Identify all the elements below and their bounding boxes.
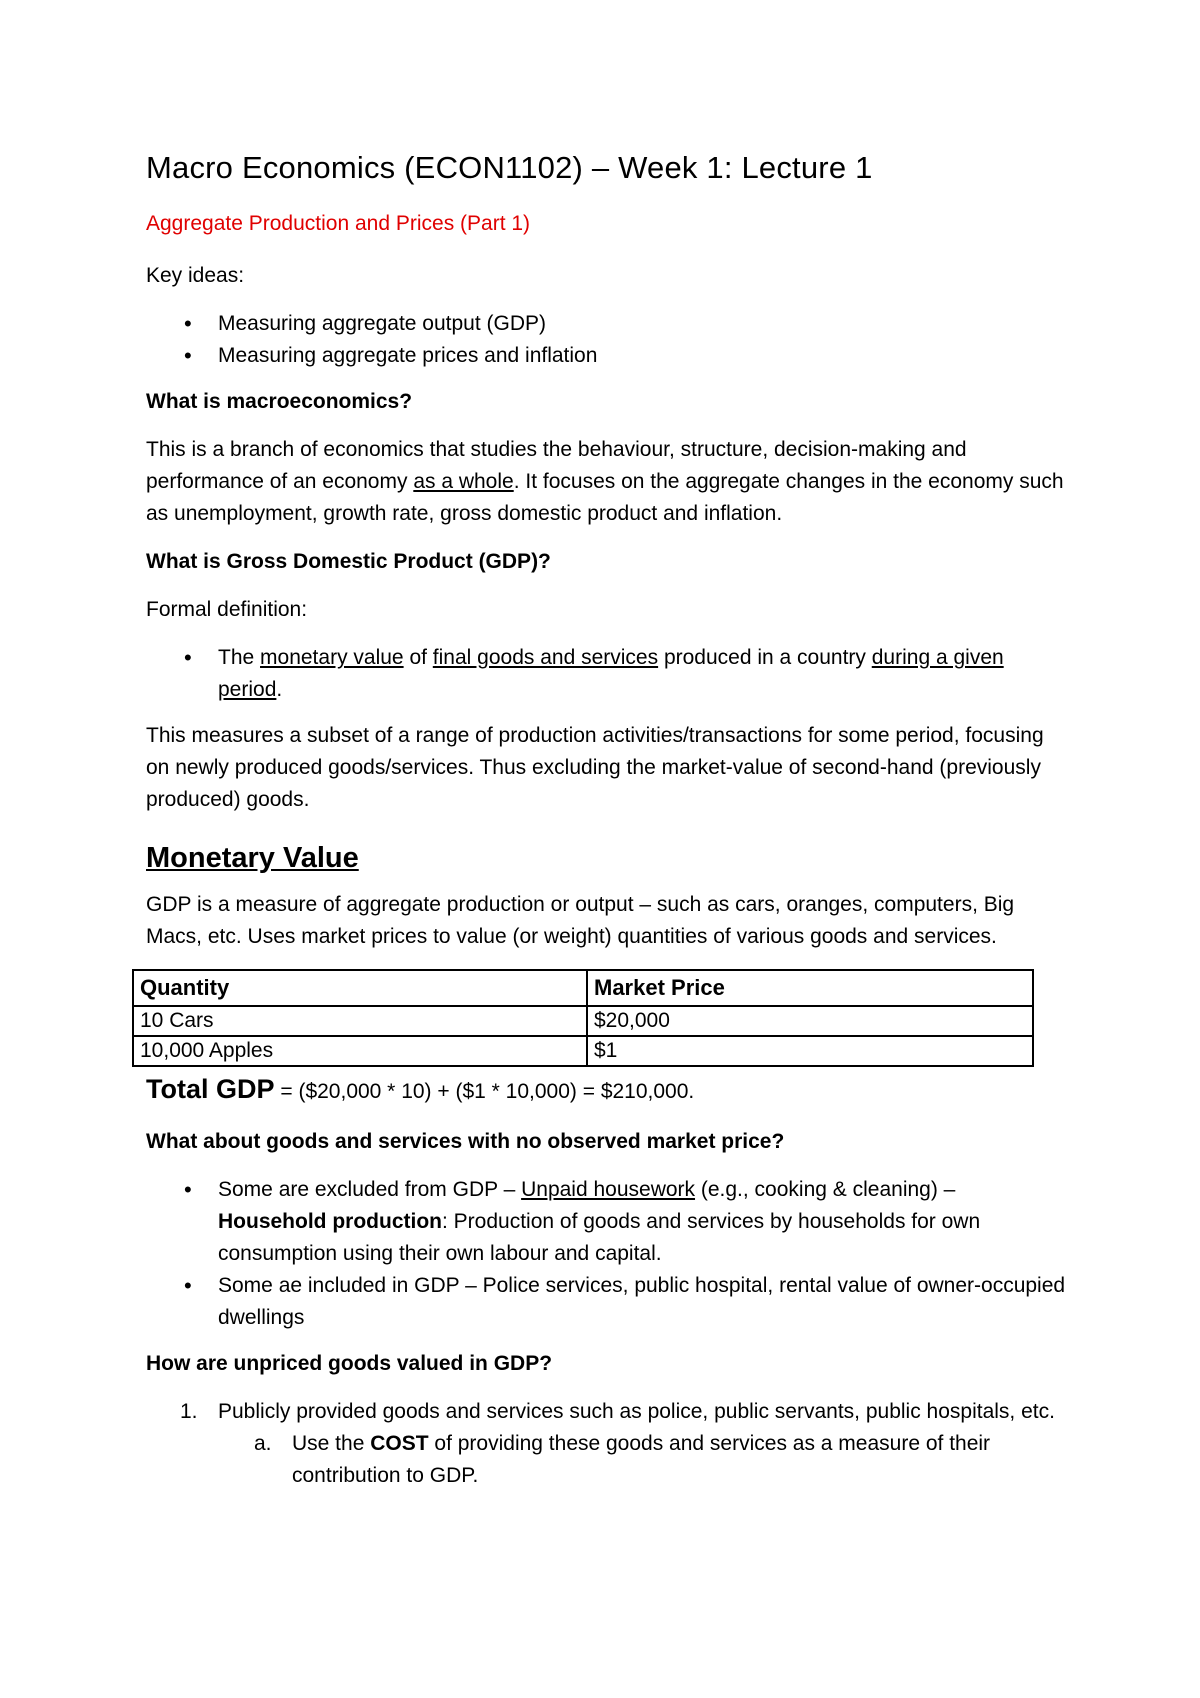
subtitle: Aggregate Production and Prices (Part 1) xyxy=(146,212,531,235)
total-gdp-label: Total GDP xyxy=(146,1074,275,1104)
page-title: Macro Economics (ECON1102) – Week 1: Lecture 1 xyxy=(146,150,873,185)
list-item: 1. Publicly provided goods and services such as police, public servants, public hospitals, etc. a. Use the COST of providing these goods and services as a measure of their contribution to GDP. xyxy=(146,1396,1066,1492)
total-gdp-formula: = ($20,000 * 10) + ($1 * 10,000) = $210,000. xyxy=(274,1080,695,1103)
table-cell: 10,000 Apples xyxy=(133,1036,587,1066)
sub-list xyxy=(218,1428,1066,1492)
gdp-heading: What is Gross Domestic Product (GDP)? xyxy=(146,550,551,573)
monetary-value-heading: Monetary Value xyxy=(146,842,359,874)
table-header-row xyxy=(133,970,1033,1006)
key-ideas-label: Key ideas: xyxy=(146,264,245,287)
total-gdp-line xyxy=(146,1069,1066,1112)
list-letter: a. xyxy=(254,1432,272,1455)
table-row xyxy=(133,1006,1033,1036)
list-item: • Measuring aggregate output (GDP) xyxy=(146,308,1066,340)
formal-definition-label: Formal definition: xyxy=(146,598,308,621)
macro-heading: What is macroeconomics? xyxy=(146,390,413,413)
unpriced-heading: How are unpriced goods valued in GDP? xyxy=(146,1352,553,1375)
subset-paragraph: This measures a subset of a range of production activities/transactions for some period, focusing on newly produced goods/services. Thus excluding the market-value of second-hand (previously produced) goods. xyxy=(146,724,1044,811)
no-price-list xyxy=(146,1174,1066,1334)
macro-paragraph: This is a branch of economics that studies the behaviour, structure, decision-making and performance of an economy as a whole. It focuses on the aggregate changes in the economy such as unemployment, growth rate, gross domestic product and inflation. xyxy=(146,438,1064,525)
no-price-heading: What about goods and services with no observed market price? xyxy=(146,1130,785,1153)
table-cell: $1 xyxy=(587,1036,1033,1066)
definition-list xyxy=(146,642,1066,706)
list-item: a. Use the COST of providing these goods and services as a measure of their contribution to GDP. xyxy=(218,1428,1066,1492)
list-item: • Some ae included in GDP – Police services, public hospital, rental value of owner-occupied dwellings xyxy=(146,1270,1066,1334)
document-page xyxy=(140,150,1066,1492)
numbered-list xyxy=(146,1396,1066,1492)
list-item: • Measuring aggregate prices and inflation xyxy=(146,340,1066,372)
list-item: • Some are excluded from GDP – Unpaid housework (e.g., cooking & cleaning) – Household production: Production of goods and services by households for own consumption using their own labour and capital. xyxy=(146,1174,1066,1270)
table-header-cell: Market Price xyxy=(587,970,1033,1006)
table-header-cell: Quantity xyxy=(133,970,587,1006)
list-item: • The monetary value of final goods and services produced in a country during a given period. xyxy=(146,642,1066,706)
table-cell: $20,000 xyxy=(587,1006,1033,1036)
gdp-table xyxy=(132,969,1034,1067)
table-row xyxy=(133,1036,1033,1066)
monetary-paragraph: GDP is a measure of aggregate production or output – such as cars, oranges, computers, Big Macs, etc. Uses market prices to value (or weight) quantities of various goods and services. xyxy=(146,893,1015,948)
table-cell: 10 Cars xyxy=(133,1006,587,1036)
list-number: 1. xyxy=(180,1400,198,1423)
key-ideas-list xyxy=(146,308,1066,372)
